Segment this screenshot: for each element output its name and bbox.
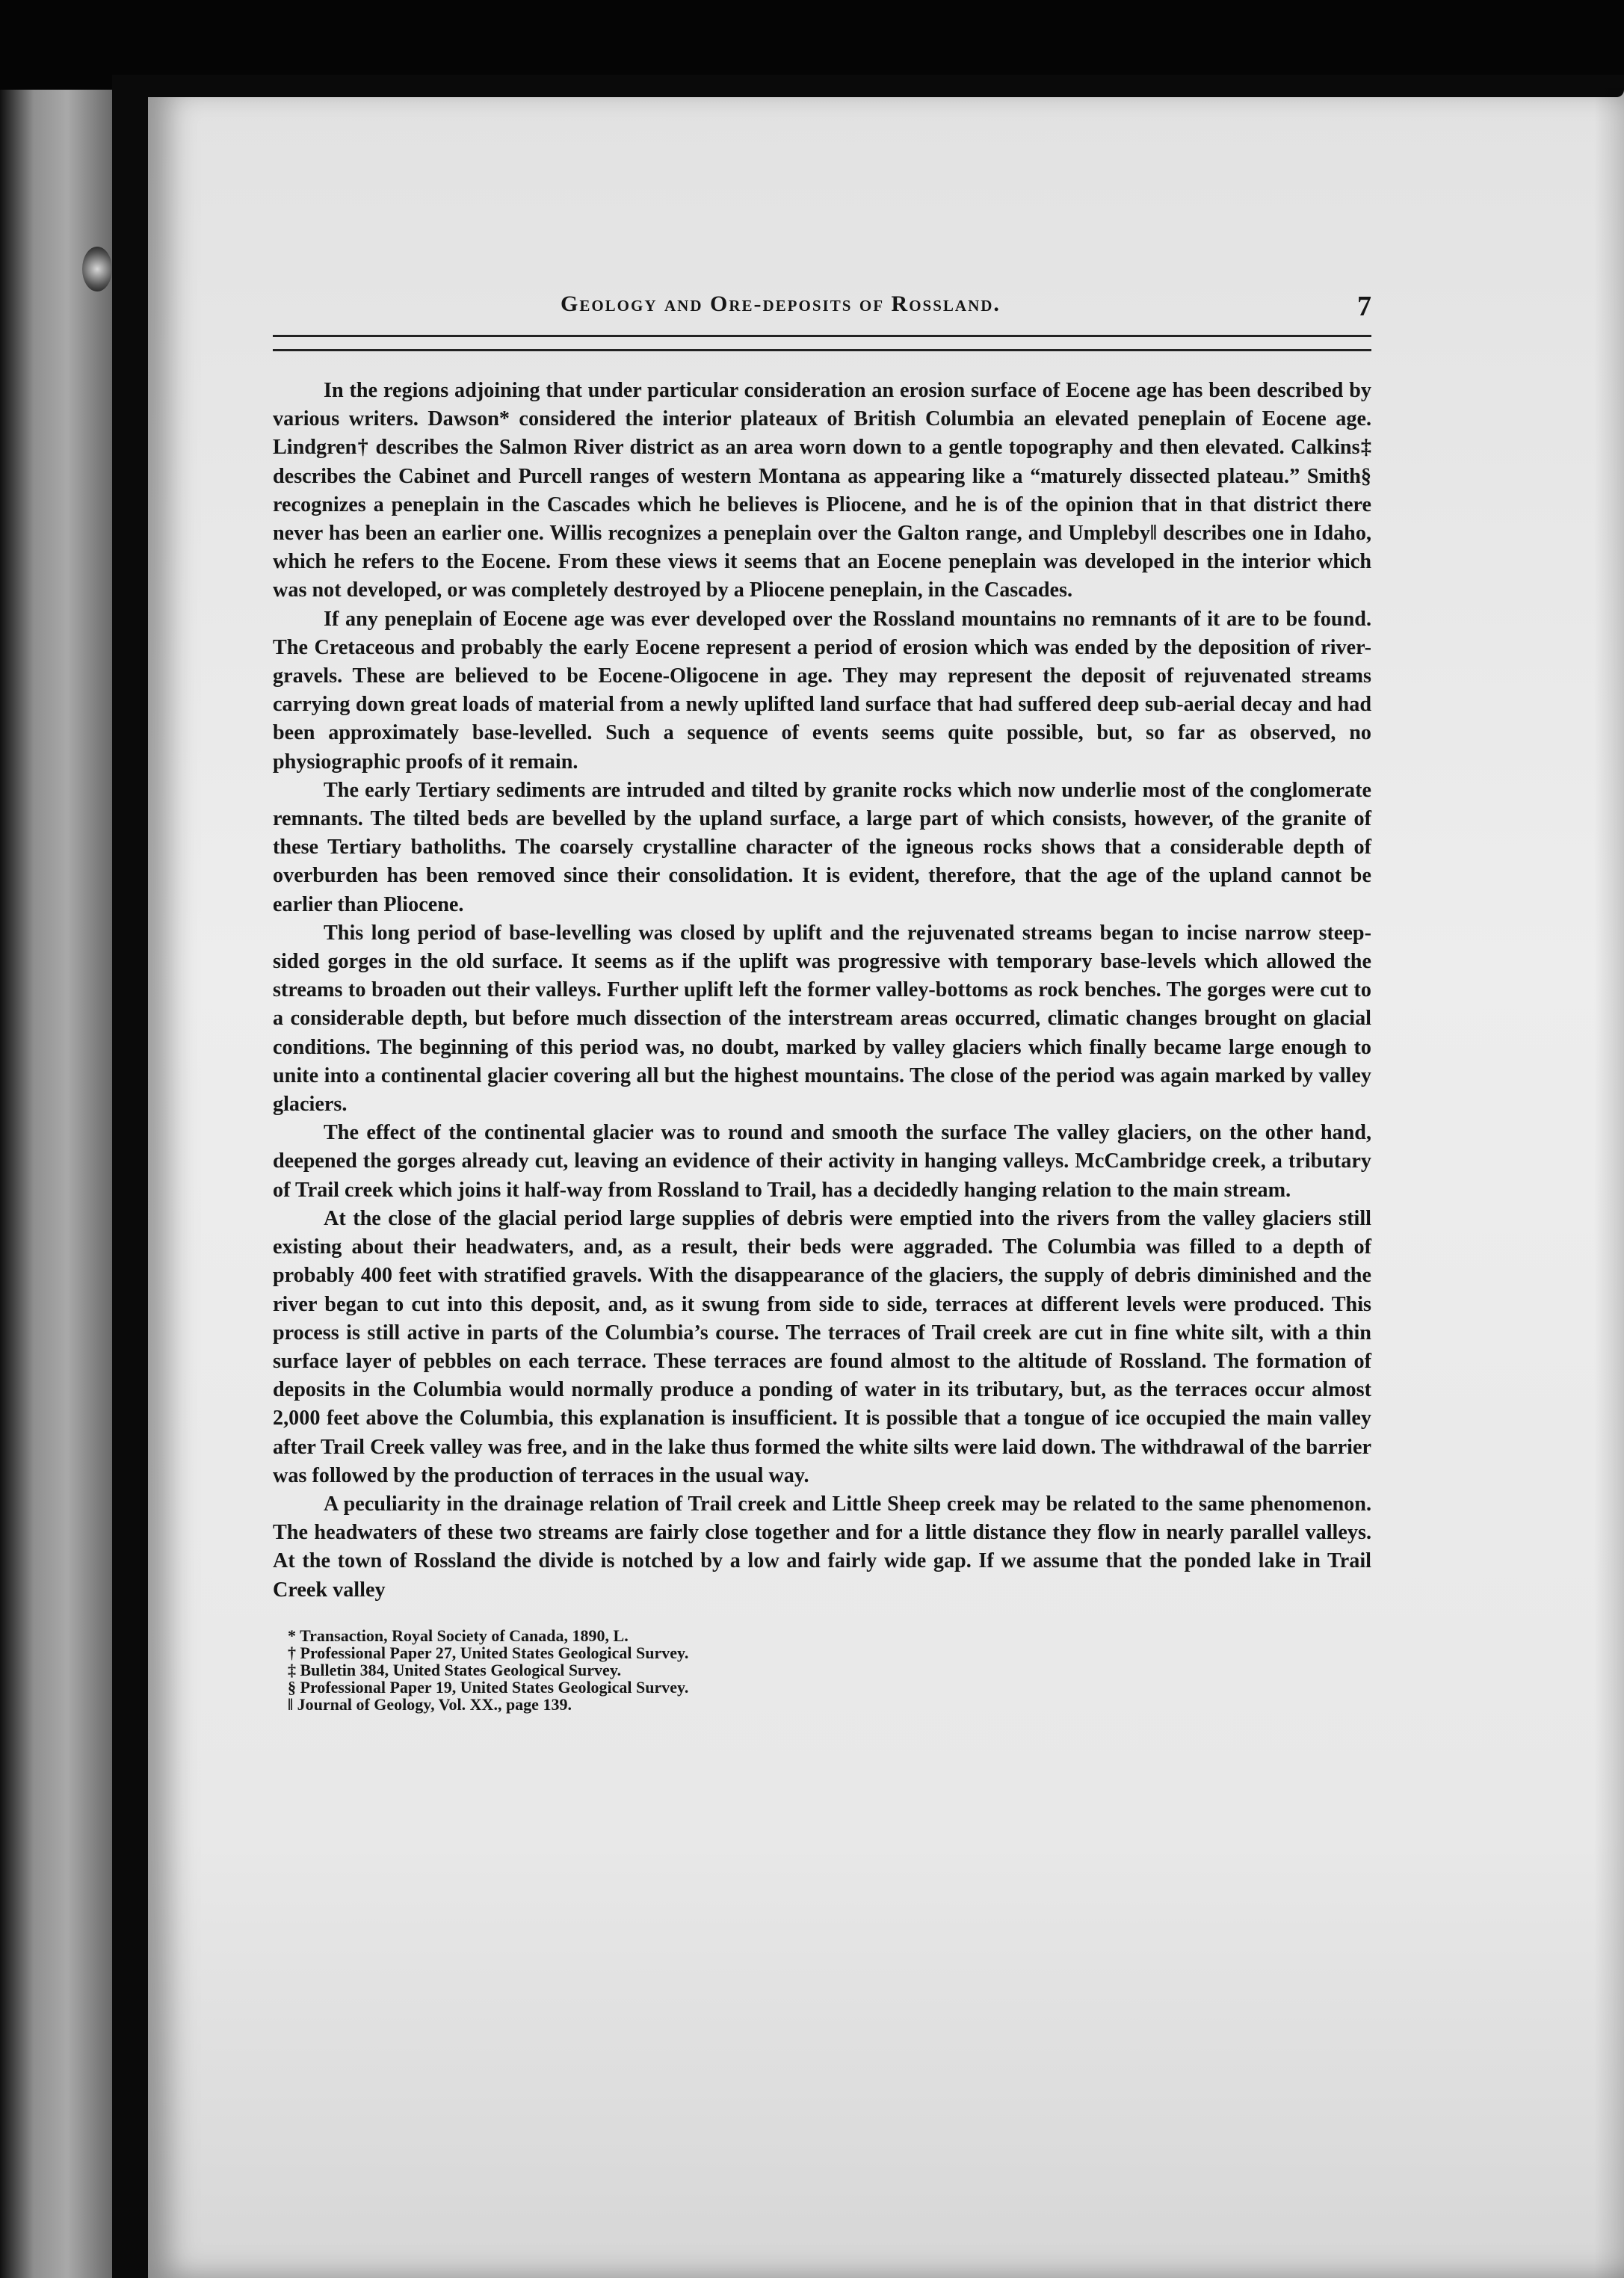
body-text [273,377,1371,1605]
running-title: Geology and Ore-deposits of Rossland. [561,291,1001,316]
footnotes [288,1627,1371,1713]
paragraph: In the regions adjoining that under particular consideration an erosion surface of Eocene age has been described by various writers. Dawson* considered the interior plateaux of British Columbia an elevated peneplain of Eocene age. Lindgren† describes the Salmon River district as an area worn down to a gentle topography and then elevated. Calkins‡ describes the Cabinet and Purcell ranges of western Montana as appearing like a “maturely dissected plateau.” Smith§ recognizes a peneplain in the Cascades which he believes is Pliocene, and he is of the opinion that in that district there never has been an earlier one. Willis recognizes a peneplain over the Galton range, and Umpleby‖ describes one in Idaho, which he refers to the Eocene. From these views it seems that an Eocene peneplain was developed in the interior which was not developed, or was completely destroyed by a Pliocene peneplain, in the Cascades. [273,379,1371,602]
page-number: 7 [1357,291,1371,322]
paragraph: The early Tertiary sediments are intruded and tilted by granite rocks which now underlie most of the conglomerate remnants. The tilted beds are bevelled by the upland surface, a large part of which consists, however, of the granite of these Tertiary batholiths. The coarsely crystalline character of the igneous rocks shows that a considerable depth of overburden has been removed since their consolidation. It is evident, therefore, that the age of the upland cannot be earlier than Pliocene. [273,778,1371,916]
footnote: ‡ Bulletin 384, United States Geological Survey. [288,1660,622,1679]
footnote: † Professional Paper 27, United States Geological Survey. [288,1643,689,1662]
paragraph: The effect of the continental glacier was to round and smooth the surface The valley glaciers, on the other hand, deepened the gorges already cut, leaving an evidence of their activity in hanging valleys. McCambridge creek, a tributary of Trail creek which joins it half-way from Rossland to Trail, has a decidedly hanging relation to the main stream. [273,1121,1371,1202]
scan-top-edge [112,75,1624,97]
paragraph: If any peneplain of Eocene age was ever developed over the Rossland mountains no remnants of it are to be found. The Cretaceous and probably the early Eocene represent a period of erosion which was ended by the deposition of river-gravels. These are believed to be Eocene-Oligocene in age. They may represent the deposit of rejuvenated streams carrying down great loads of material from a newly uplifted land surface that had suffered deep sub-aerial decay and had been approximately base-levelled. Such a sequence of events seems quite possible, but, so far as observed, no physiographic proofs of it remain. [273,607,1371,774]
footnote: * Transaction, Royal Society of Canada, 1890, L. [288,1626,629,1645]
running-head [273,284,1371,329]
binding-clip-mark [82,247,112,291]
previous-page-edge [0,90,112,2278]
footnote: § Professional Paper 19, United States Geological Survey. [288,1677,689,1697]
paragraph: A peculiarity in the drainage relation of Trail creek and Little Sheep creek may be related to the same phenomenon. The headwaters of these two streams are fairly close together and for a little distance they flow in nearly parallel valleys. At the town of Rossland the divide is notched by a low and fairly wide gap. If we assume that the ponded lake in Trail Creek valley [273,1492,1371,1602]
page-edge-shadow [1594,88,1624,2278]
book-spine [112,82,148,2278]
footnote: ‖ Journal of Geology, Vol. XX., page 139. [288,1694,572,1714]
header-double-rule [273,335,1371,351]
page-content [273,284,1371,1713]
paragraph: This long period of base-levelling was closed by uplift and the rejuvenated streams began to incise narrow steep-sided gorges in the old surface. It seems as if the uplift was progressive with temporary base-levels which allowed the streams to broaden out their valleys. Further uplift left the former valley-bottoms as rock benches. The gorges were cut to a considerable depth, but before much dissection of the interstream areas occurred, climatic changes brought on glacial conditions. The beginning of this period was, no doubt, marked by valley glaciers which finally became large enough to unite into a continental glacier covering all but the highest mountains. The close of the period was again marked by valley glaciers. [273,921,1371,1117]
paragraph: At the close of the glacial period large supplies of debris were emptied into the rivers from the valley glaciers still existing about their headwaters, and, as a result, their beds were aggraded. The Columbia was filled to a depth of probably 400 feet with stratified gravels. With the disappearance of the glaciers, the supply of debris diminished and the river began to cut into this deposit, and, as it swung from side to side, terraces at different levels were produced. This process is still active in parts of the Columbia’s course. The terraces of Trail creek are cut in fine white silt, with a thin surface layer of pebbles on each terrace. These terraces are found almost to the altitude of Rossland. The formation of deposits in the Columbia would normally produce a ponding of water in its tributary, but, as the terraces occur almost 2,000 feet above the Columbia, this explanation is insufficient. It is possible that a tongue of ice occupied the main valley after Trail Creek valley was free, and in the lake thus formed the white silts were laid down. The withdrawal of the barrier was followed by the production of terraces in the usual way. [273,1206,1371,1487]
